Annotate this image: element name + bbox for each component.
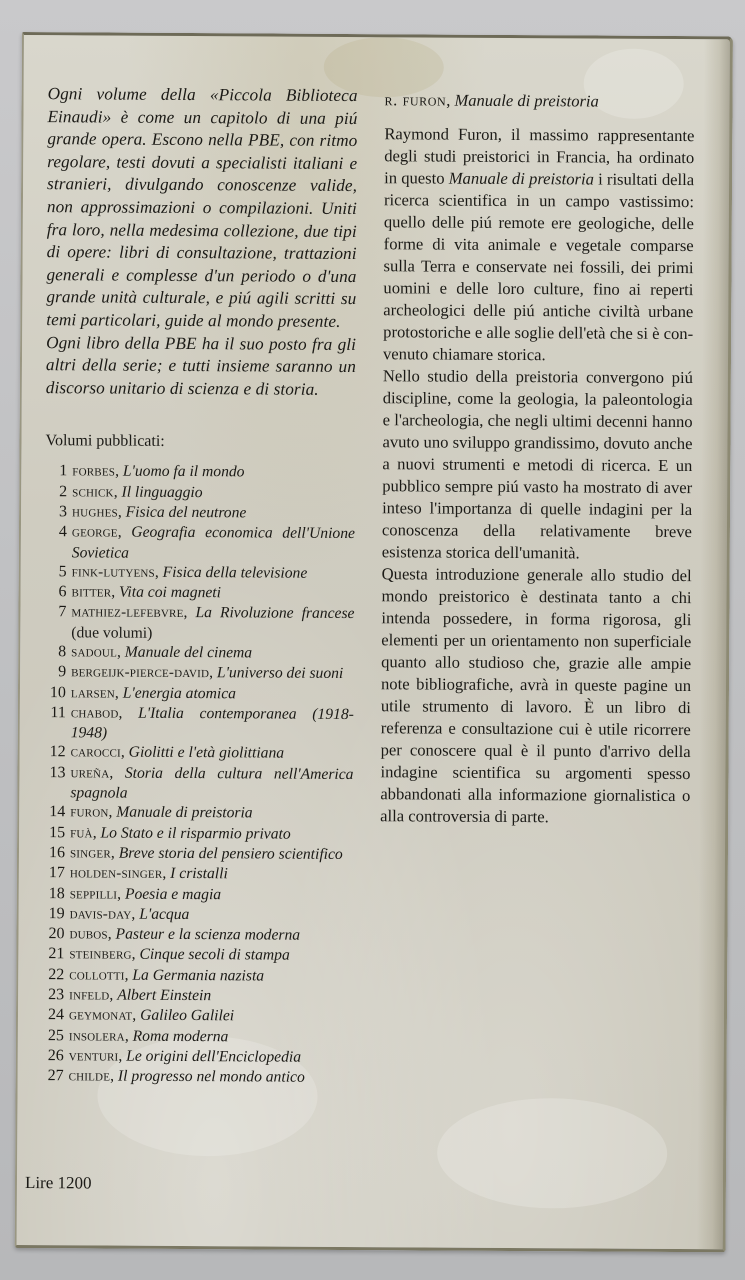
- volume-author: davis-day: [69, 906, 132, 923]
- volume-separator: ,: [154, 563, 163, 581]
- volume-list-item: [43, 803, 353, 825]
- volume-entry: [69, 945, 352, 967]
- volume-number: 24: [47, 1006, 65, 1024]
- volume-list-item: [45, 502, 355, 524]
- volume-separator: ,: [120, 744, 129, 762]
- book-back-cover: [15, 32, 733, 1252]
- volume-author: dubos: [69, 926, 108, 943]
- volume-list-item: [42, 965, 352, 987]
- series-column: [42, 83, 358, 1088]
- glare-spot: [437, 1098, 668, 1209]
- volume-author: george: [71, 524, 118, 541]
- volume-list-item: [42, 1046, 352, 1068]
- volume-separator: ,: [107, 925, 116, 943]
- volume-author: venturi: [68, 1048, 119, 1065]
- volume-number: 7: [58, 603, 67, 621]
- book-heading: [385, 89, 695, 113]
- volume-entry: [69, 924, 352, 946]
- volume-list-item: [42, 945, 352, 967]
- volume-separator: ,: [209, 664, 217, 682]
- volume-number: 25: [47, 1026, 64, 1044]
- volume-list-item: [44, 642, 354, 664]
- volume-number: 15: [49, 823, 66, 841]
- volume-author: fuà: [70, 824, 93, 842]
- volume-author: furon: [70, 804, 109, 821]
- volume-separator: ,: [117, 523, 132, 541]
- volume-title: La Rivoluzione francese: [195, 604, 355, 623]
- volume-separator: ,: [110, 844, 119, 862]
- book-description-paragraph: [380, 563, 692, 829]
- volume-title: L'Italia contemporanea (1918-1948): [70, 704, 354, 742]
- volume-entry: [70, 763, 353, 804]
- volume-title: Giolitti e l'età giolittiana: [128, 744, 285, 763]
- volume-separator: ,: [183, 604, 196, 622]
- volume-list-item: [43, 763, 353, 804]
- volume-number: 19: [48, 905, 65, 923]
- volume-title: Il progresso nel mondo antico: [117, 1067, 305, 1086]
- volume-title: Storia della cultura nell'America spagnola: [70, 764, 354, 802]
- paragraph-text: i risultati della ricerca scientifica in un campo vastissimo: quello delle piú remote ere geologiche, delle forme di vita animale e vegetale comparse sulla Terra e conservate nei fossili, dei primi uomini e delle loro culture, fino ai reperti archeologici delle piú antiche civiltà urbane protostoriche e alle soglie dell'età che si è convenuto chiamare storica.: [382, 169, 695, 365]
- series-intro-paragraph: Ogni volume della «Piccola Biblioteca Einaudi» è come un capitolo di una piú grande opera. Escono nella PBE, con ritmo regolare, testi dovuti a specialisti italiani e stranieri, divulgando conoscenze valide, non approssimazioni o compilazioni. Uniti fra loro, nella medesima collezione, due tipi di opere: libri di consultazione, trattazioni generali e complesse d'un periodo o d'una grande unità culturale, e piú agili scritti su temi particolari, guide al mondo presente.: [46, 84, 358, 331]
- volume-entry: [72, 582, 355, 604]
- book-description-paragraph: [383, 123, 694, 367]
- volume-author: geymonat: [68, 1007, 133, 1025]
- volume-number: 1: [59, 462, 68, 480]
- volume-number: 11: [50, 704, 66, 722]
- volume-number: 8: [58, 643, 67, 661]
- volume-title: Cinque secoli di stampa: [139, 946, 290, 965]
- volume-separator: ,: [92, 824, 101, 842]
- volume-title: Le origini dell'Enciclopedia: [126, 1047, 302, 1066]
- volume-separator: ,: [111, 583, 120, 601]
- volume-list-item: [45, 522, 355, 563]
- volume-entry: [70, 864, 353, 886]
- volume-author: chabod: [70, 705, 119, 722]
- volume-number: 22: [48, 965, 65, 984]
- volume-list-item: [45, 461, 355, 483]
- volume-separator: ,: [117, 503, 126, 521]
- volume-title: La Germania nazista: [132, 966, 265, 985]
- volume-author: childe: [68, 1068, 111, 1085]
- volume-entry: [70, 904, 353, 926]
- volume-author: collotti: [69, 967, 125, 984]
- volume-list-item: [44, 683, 354, 705]
- volume-number: 13: [49, 763, 66, 782]
- volume-number: 27: [47, 1067, 64, 1085]
- volume-number: 10: [49, 683, 67, 701]
- volume-title: Il linguaggio: [121, 483, 203, 501]
- volume-separator: ,: [131, 946, 140, 964]
- volume-number: 12: [49, 743, 66, 761]
- book-column: [380, 89, 695, 829]
- volume-separator: ,: [115, 462, 123, 480]
- volume-entry: [71, 703, 354, 744]
- volume-list-item: [43, 884, 353, 906]
- volume-separator: ,: [162, 865, 171, 883]
- book-description-paragraph: [382, 365, 693, 565]
- volume-number: 14: [49, 803, 66, 821]
- volume-list-item: [42, 1066, 352, 1088]
- volume-title: Galileo Galilei: [140, 1007, 235, 1025]
- volume-title: Breve storia del pensiero scientifico: [118, 844, 343, 863]
- volume-author: bergeijk-pierce-david: [71, 664, 210, 682]
- volume-entry: [72, 523, 355, 564]
- volume-author: steinberg: [69, 946, 132, 964]
- volume-list-item: [45, 482, 355, 504]
- volume-number: 21: [48, 945, 65, 963]
- volume-list-item: [43, 843, 353, 865]
- volume-separator: ,: [110, 1067, 119, 1085]
- volume-separator: ,: [116, 643, 125, 661]
- volume-number: 26: [47, 1047, 64, 1065]
- paragraph-text: Questa introduzione generale allo studio del mondo preistorico è destinata tanto a chi intenda possedere, in forma rigorosa, gli elementi per un orientamento non superficiale quanto allo studioso che, grazie alle ampie note bibliografiche, avrà in queste pagine un utile strumento di lavoro. È un libro di referenza e consultazione cui è utile ricorrere per conoscere qual è il punto d'arrivo della indagine scientifica su argomenti spesso abbandonati alla informazione giornalistica o alla controversia di parte.: [380, 564, 692, 827]
- series-intro-paragraph: Ogni libro della PBE ha il suo posto fra gli altri della serie; e tutti insieme saranno un discorso unitario di scienza e di storia.: [45, 332, 357, 399]
- volume-number: 3: [59, 503, 68, 521]
- volume-title: Lo Stato e il risparmio privato: [100, 824, 291, 843]
- volume-note: (due volumi): [71, 624, 153, 642]
- volume-list-item: [45, 582, 355, 604]
- volume-title: Fisica della televisione: [162, 563, 308, 582]
- volume-number: 23: [48, 986, 65, 1004]
- paragraph-text: Raymond Furon, il massimo rappresentante degli studi preistorici in Francia, ha ordinato in questo: [384, 124, 695, 188]
- volume-entry: [71, 642, 354, 664]
- volume-entry: [70, 884, 353, 906]
- volumes-heading: Volumi pubblicati:: [45, 432, 165, 451]
- volume-author: singer: [69, 845, 111, 862]
- volume-list-item: [44, 662, 354, 684]
- volume-list-item: [42, 924, 352, 946]
- volume-author: fink-lutyens: [71, 564, 155, 581]
- volume-list-item: [43, 823, 353, 845]
- volume-number: 20: [48, 925, 65, 943]
- volume-title: L'acqua: [139, 905, 190, 923]
- volume-number: 4: [58, 523, 67, 541]
- volume-entry: [71, 743, 354, 765]
- volume-number: 6: [58, 583, 67, 601]
- volume-separator: ,: [132, 1007, 141, 1025]
- volume-list-item: [43, 904, 353, 926]
- volumes-list: [42, 461, 356, 1088]
- volume-entry: [72, 562, 355, 584]
- volume-separator: ,: [118, 1047, 127, 1065]
- volume-title: L'universo dei suoni: [216, 664, 344, 683]
- volume-title: Manuale del cinema: [124, 643, 253, 662]
- volume-list-item: [42, 1026, 352, 1048]
- volume-title: Pasteur e la scienza moderna: [115, 925, 301, 944]
- volume-author: infeld: [69, 987, 110, 1004]
- volume-title: Manuale di preistoria: [116, 803, 253, 822]
- volume-title: L'energia atomica: [122, 684, 237, 702]
- volume-separator: ,: [124, 1027, 133, 1045]
- price-label: Lire 1200: [24, 1173, 92, 1193]
- volume-title: Roma moderna: [132, 1027, 229, 1045]
- volume-title: Poesia e magia: [124, 885, 222, 903]
- volume-separator: ,: [109, 764, 125, 782]
- volume-entry: [69, 1067, 352, 1089]
- volume-author: forbes: [72, 463, 116, 480]
- volume-author: mathiez-lefebvre: [71, 604, 184, 622]
- volume-number: 2: [59, 482, 68, 500]
- volume-list-item: [45, 562, 355, 584]
- volume-separator: ,: [109, 986, 118, 1004]
- heading-separator: ,: [446, 90, 455, 110]
- volume-entry: [69, 1026, 352, 1048]
- volume-list-item: [44, 743, 354, 765]
- volume-list-item: [44, 703, 354, 744]
- volume-list-item: [43, 863, 353, 885]
- volume-number: 9: [58, 663, 67, 681]
- volume-list-item: [42, 985, 352, 1007]
- volume-title: Geografia economica dell'Unione Sovietica: [71, 523, 356, 562]
- book-author: r. furon: [384, 90, 447, 110]
- book-title: Manuale di preistoria: [454, 90, 599, 111]
- volume-title: L'uomo fa il mondo: [122, 462, 245, 481]
- volume-entry: [71, 603, 354, 644]
- volume-entry: [69, 965, 352, 987]
- volume-entry: [72, 462, 355, 484]
- volume-author: schick: [72, 483, 114, 501]
- volume-number: 5: [58, 563, 67, 581]
- volume-list-item: [42, 1005, 352, 1027]
- volume-title: Vita coi magneti: [119, 583, 222, 602]
- volume-entry: [70, 803, 353, 825]
- volume-number: 17: [48, 864, 65, 882]
- volume-number: 18: [48, 884, 65, 902]
- volume-separator: ,: [114, 684, 123, 702]
- volume-title: Albert Einstein: [117, 986, 212, 1005]
- volume-entry: [71, 683, 354, 705]
- volume-number: 16: [48, 844, 66, 862]
- volume-entry: [69, 1046, 352, 1068]
- volume-author: hughes: [72, 504, 118, 521]
- paragraph-text: Nello studio della preistoria convergono piú discipline, come la geologia, la paleontologia e l'archeologia, che negli ultimi decenni hanno avuto uno sviluppo grandissimo, dovuto anche a nuovi strumenti e metodi di ricerca. E un pubblico sempre piú vasto ha mostrato di aver inteso l'importanza di quelle indagini per la conoscenza della relativamente breve esistenza storica dell'umanità.: [381, 366, 693, 563]
- volume-author: sadoul: [71, 644, 118, 661]
- series-intro: [46, 83, 358, 401]
- volume-list-item: [44, 603, 354, 644]
- volume-entry: [72, 502, 355, 524]
- volume-separator: ,: [117, 885, 126, 903]
- volume-separator: ,: [118, 704, 139, 722]
- volume-author: carocci: [70, 744, 121, 762]
- book-description: [380, 123, 694, 829]
- volume-entry: [72, 482, 355, 504]
- volume-title: Fisica del neutrone: [125, 503, 247, 522]
- volume-separator: ,: [131, 905, 140, 923]
- volume-title: I cristalli: [170, 865, 228, 883]
- volume-entry: [69, 985, 352, 1007]
- volume-entry: [69, 1006, 352, 1028]
- paragraph-italic-title: Manuale di preistoria: [448, 168, 594, 189]
- volume-separator: ,: [108, 803, 117, 821]
- volume-separator: ,: [113, 483, 122, 501]
- cover-edge-shading: [697, 39, 730, 1249]
- volume-author: bitter: [71, 584, 112, 601]
- volume-author: ureña: [70, 765, 110, 782]
- volume-author: holden-singer: [69, 865, 163, 883]
- volume-separator: ,: [124, 966, 133, 984]
- volume-author: larsen: [70, 684, 115, 702]
- volume-entry: [71, 663, 354, 685]
- volume-entry: [70, 843, 353, 865]
- volume-author: insolera: [68, 1027, 125, 1045]
- volume-author: seppilli: [69, 885, 118, 903]
- volume-entry: [70, 823, 353, 845]
